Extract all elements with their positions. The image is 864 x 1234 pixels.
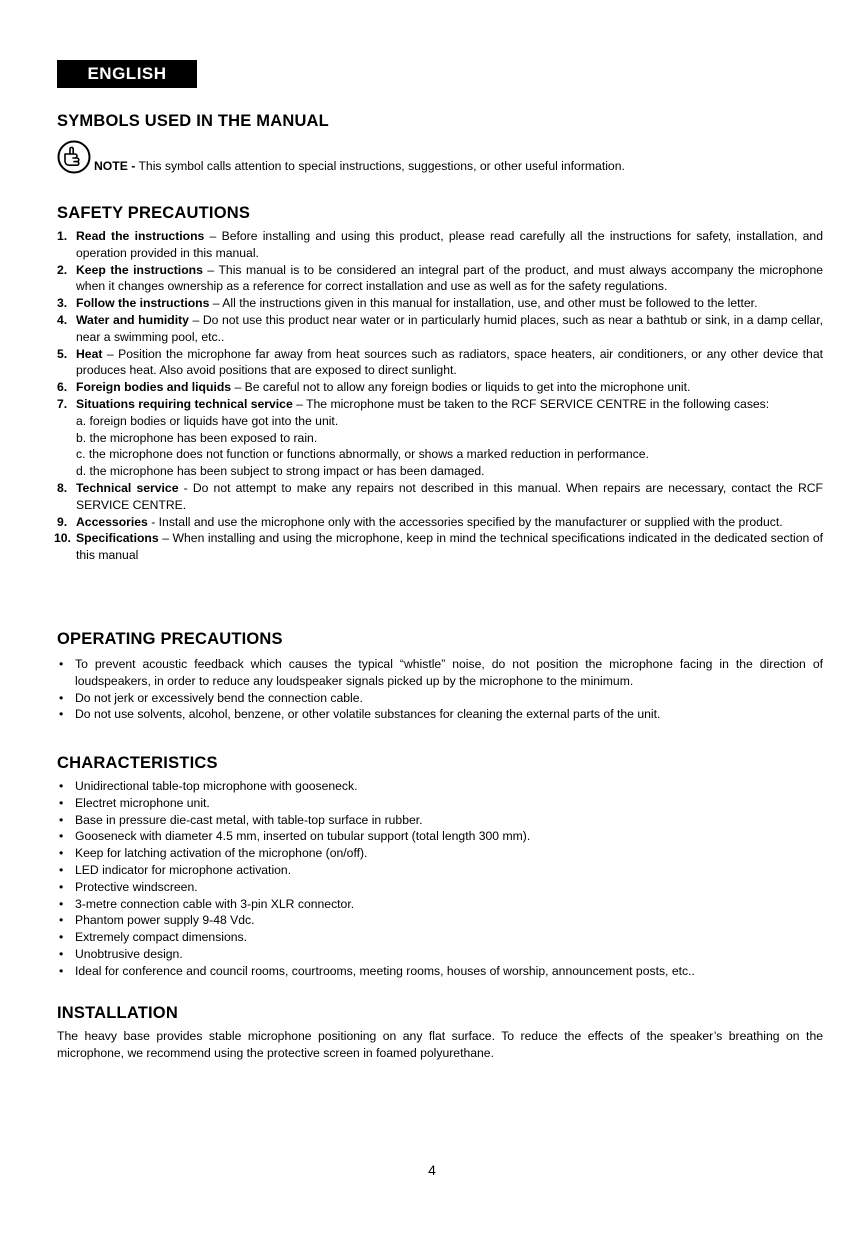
service-case: b. the microphone has been exposed to rain. xyxy=(76,430,318,445)
item-text: – Before installing and using this product, please read carefully all the instructions for safety, installation, and operation provided in this manual. xyxy=(76,229,823,260)
list-item xyxy=(57,312,823,346)
item-number: 5. xyxy=(57,346,68,361)
list-item: • Protective windscreen. xyxy=(59,879,198,894)
list-item: • Do not jerk or excessively bend the connection cable. xyxy=(59,690,363,705)
note-row xyxy=(57,140,823,180)
note-label: NOTE - xyxy=(94,159,136,173)
item-heading: Technical service xyxy=(76,480,179,495)
item-text: - Do not attempt to make any repairs not described in this manual. When repairs are necessary, contact the RCF SERVICE CENTRE. xyxy=(76,480,824,512)
safety-title: SAFETY PRECAUTIONS xyxy=(57,204,251,222)
list-item: • Extremely compact dimensions. xyxy=(59,930,248,945)
item-heading: Follow the instructions xyxy=(76,296,210,311)
item-text: To prevent acoustic feedback which causes the typical “whistle” noise, do not position the microphone facing in the direction of loudspeakers, in order to reduce any loudspeaker signals picked up by the microphone to the minimum. xyxy=(75,657,823,688)
item-text: – When installing and using the microphone, keep in mind the technical specifications indicated in the dedicated section of this manual xyxy=(76,531,823,563)
item-number: 2. xyxy=(57,262,68,277)
item-text: Unobtrusive design. xyxy=(75,946,183,961)
list-item xyxy=(57,228,823,262)
item-number: 10. xyxy=(54,531,71,546)
characteristics-title: CHARACTERISTICS xyxy=(57,754,218,772)
item-text: – All the instructions given in this manual for installation, use, and other must be followed to the letter. xyxy=(209,296,758,311)
installation-text: The heavy base provides stable microphone positioning on any flat surface. To reduce the effects of the speaker’s breathing on the microphone, we recommend using the protective screen in foamed polyurethane. xyxy=(57,1029,823,1060)
item-heading: Water and humidity xyxy=(76,312,189,327)
item-text: Base in pressure die-cast metal, with table-top surface in rubber. xyxy=(75,812,423,827)
item-text: Phantom power supply 9-48 Vdc. xyxy=(75,913,255,928)
pointing-hand-icon xyxy=(57,140,91,174)
language-tab xyxy=(57,60,197,88)
item-number: 3. xyxy=(57,296,68,311)
item-text: Keep for latching activation of the microphone (on/off). xyxy=(75,846,368,861)
list-item xyxy=(57,262,823,296)
item-text: Do not use solvents, alcohol, benzene, or other volatile substances for cleaning the external parts of the unit. xyxy=(75,707,661,722)
item-heading: Read the instructions xyxy=(76,229,205,243)
item-number: 8. xyxy=(57,480,68,495)
list-item: • Do not use solvents, alcohol, benzene, or other volatile substances for cleaning the external parts of the unit. xyxy=(59,707,661,722)
item-text: – The microphone must be taken to the RCF SERVICE CENTRE in the following cases: xyxy=(292,396,770,411)
list-item: • Gooseneck with diameter 4.5 mm, inserted on tubular support (total length 300 mm). xyxy=(59,829,531,844)
list-item: • LED indicator for microphone activation. xyxy=(59,862,292,877)
item-text: Protective windscreen. xyxy=(75,879,198,894)
service-case: c. the microphone does not function or functions abnormally, or shows a marked reduction in performance. xyxy=(76,447,649,462)
item-text: 3-metre connection cable with 3-pin XLR connector. xyxy=(75,896,355,911)
list-item xyxy=(57,295,823,312)
item-heading: Accessories xyxy=(76,514,148,529)
item-text: Electret microphone unit. xyxy=(75,795,210,810)
item-heading: Foreign bodies and liquids xyxy=(76,380,232,395)
item-text: – This manual is to be considered an integral part of the product, and must always accompany the microphone when it changes ownership as a reference for correct installation and use as well as for the safety regulations. xyxy=(76,262,824,294)
operating-list xyxy=(57,656,823,723)
note-text xyxy=(94,159,625,173)
item-text: Gooseneck with diameter 4.5 mm, inserted on tubular support (total length 300 mm). xyxy=(75,829,531,844)
service-case: a. foreign bodies or liquids have got into the unit. xyxy=(76,413,339,428)
item-text: – Be careful not to allow any foreign bodies or liquids to get into the microphone unit. xyxy=(231,380,691,395)
item-text: LED indicator for microphone activation. xyxy=(75,862,292,877)
installation-title: INSTALLATION xyxy=(57,1004,178,1022)
list-item xyxy=(54,530,823,564)
item-text: Do not jerk or excessively bend the connection cable. xyxy=(75,690,363,705)
item-text: Extremely compact dimensions. xyxy=(75,930,248,945)
item-text: Unidirectional table-top microphone with gooseneck. xyxy=(75,779,358,793)
characteristics-list xyxy=(57,778,823,980)
list-item xyxy=(57,379,823,396)
list-item: • Unobtrusive design. xyxy=(59,946,183,961)
list-item: • Phantom power supply 9-48 Vdc. xyxy=(59,913,255,928)
list-item: • Keep for latching activation of the microphone (on/off). xyxy=(59,846,368,861)
language-tab-label: ENGLISH xyxy=(87,64,167,83)
list-item xyxy=(57,346,823,380)
item-heading: Situations requiring technical service xyxy=(76,396,293,411)
list-item: • Base in pressure die-cast metal, with table-top surface in rubber. xyxy=(59,812,423,827)
operating-title: OPERATING PRECAUTIONS xyxy=(57,630,283,648)
item-number: 1. xyxy=(57,229,68,243)
item-text: Ideal for conference and council rooms, courtrooms, meeting rooms, houses of worship, announcement posts, etc.. xyxy=(75,963,695,978)
item-number: 4. xyxy=(57,312,68,327)
page-number: 4 xyxy=(428,1162,436,1178)
safety-list xyxy=(54,228,824,564)
list-item: • To prevent acoustic feedback which causes the typical “whistle” noise, do not position the microphone facing in the direction of loudspeakers, in order to reduce any loudspeaker signals picked up by the microphone to the minimum. xyxy=(59,657,823,688)
item-heading: Keep the instructions xyxy=(76,262,203,277)
list-item: • Electret microphone unit. xyxy=(59,795,210,810)
list-item xyxy=(57,480,823,514)
item-number: 9. xyxy=(57,514,68,529)
item-text: – Do not use this product near water or in particularly humid places, such as near a bathtub or sink, in a damp cellar, near a swimming pool, etc.. xyxy=(76,312,823,344)
item-text: – Position the microphone far away from heat sources such as radiators, space heaters, air conditioners, or any other device that produces heat. Also avoid positions that are exposed to direct sunlight. xyxy=(76,346,823,378)
item-heading: Heat xyxy=(76,346,103,361)
service-case: d. the microphone has been subject to strong impact or has been damaged. xyxy=(76,464,485,479)
list-item xyxy=(57,396,823,480)
item-number: 7. xyxy=(57,396,68,411)
symbols-title: SYMBOLS USED IN THE MANUAL xyxy=(57,112,329,130)
list-item: • Unidirectional table-top microphone with gooseneck. xyxy=(59,779,358,793)
list-item: • Ideal for conference and council rooms, courtrooms, meeting rooms, houses of worship, announcement posts, etc.. xyxy=(59,963,695,978)
item-heading: Specifications xyxy=(76,531,159,546)
list-item: • 3-metre connection cable with 3-pin XLR connector. xyxy=(59,896,355,911)
item-text: - Install and use the microphone only with the accessories specified by the manufacturer or supplied with the product. xyxy=(147,514,783,529)
note-description: This symbol calls attention to special instructions, suggestions, or other useful information. xyxy=(135,159,625,173)
item-number: 6. xyxy=(57,380,68,395)
list-item xyxy=(57,514,823,531)
